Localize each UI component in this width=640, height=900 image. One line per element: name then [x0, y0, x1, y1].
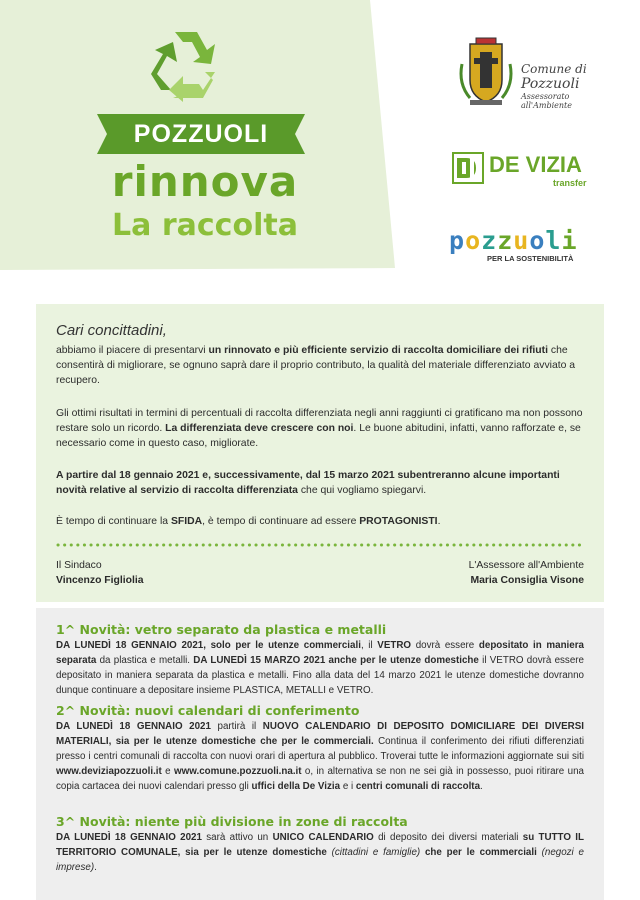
news-2-body: DA LUNEDÌ 18 GENNAIO 2021 partirà il NUOVO CALENDARIO DI DEPOSITO DOMICILIARE DEI DIVERSI MATERIALI, sia per le utenze domestiche che per le commerciali. Continua il conferimento dei rifiuti differenziati presso i centri comunali di raccolta con nuovi orari di apertura al pubblico. Troverai tutte le informazioni aggiornate sui siti www.deviziapozzuoli.it e www.comune.pozzuoli.na.it o, in alternativa se non ne sei già in possesso, puoi ritirare una copia cartacea dei nuovi calendari presso gli uffici della De Vizia e i centri comunali di raccolta.	[56, 721, 585, 792]
mayor-name: Vincenzo Figliolia	[56, 575, 144, 586]
comune-crest-icon	[456, 34, 516, 108]
pozzuoli-sostenibilita-sub: PER LA SOSTENIBILITÀ	[487, 254, 574, 263]
title-rinnova: rinnova	[111, 157, 299, 206]
title-banner-text: POZZUOLI	[133, 120, 269, 148]
comune-logo-text	[521, 62, 631, 110]
devizia-logo-icon	[452, 152, 484, 184]
news-2-title: 2^ Novità: nuovi calendari di conferimento	[56, 703, 360, 718]
dotted-divider	[56, 542, 584, 548]
signature-assessor	[400, 558, 584, 588]
recycle-icon	[145, 24, 231, 106]
comune-line4: all'Ambiente	[521, 101, 572, 110]
letter-paragraph-2: Gli ottimi risultati in termini di percentuali di raccolta differenziata negli anni raggiunti ci gratificano ma non possono restare solo un ricordo. La differenziata deve crescere con noi. Le buone abitudini, infatti, vanno rafforzate e, se necessario come in questo caso, migliorate.	[56, 408, 583, 449]
comune-line3: Assessorato	[521, 92, 570, 101]
signature-mayor	[56, 558, 144, 588]
comune-line2: Pozzuoli	[521, 76, 580, 92]
assessor-name: Maria Consiglia Visone	[470, 575, 584, 586]
title-raccolta: La raccolta	[112, 208, 298, 243]
letter-paragraph-3: A partire dal 18 gennaio 2021 e, successivamente, dal 15 marzo 2021 subentreranno alcune importanti novità relative al servizio di raccolta differenziata che qui vogliamo spiegarvi.	[56, 470, 560, 496]
news-3-title: 3^ Novità: niente più divisione in zone di raccolta	[56, 814, 408, 829]
letter-paragraph-1: abbiamo il piacere di presentarvi un rinnovato e più efficiente servizio di raccolta domiciliare dei rifiuti che consentirà di migliorare, se ognuno saprà dare il proprio contributo, la qualità del materiale differenziato avviato a recupero.	[56, 345, 576, 386]
news-3-body: DA LUNEDÌ 18 GENNAIO 2021 sarà attivo un UNICO CALENDARIO di deposito dei diversi materiali su TUTTO IL TERRITORIO COMUNALE, sia per le utenze domestiche (cittadini e famiglie) che per le commerciali (negozi e imprese).	[56, 832, 584, 873]
devizia-name: DE VIZIA	[489, 152, 582, 177]
assessor-role: L'Assessore all'Ambiente	[468, 560, 584, 571]
devizia-sub: transfer	[553, 178, 587, 188]
news-1-body: DA LUNEDÌ 18 GENNAIO 2021, solo per le utenze commerciali, il VETRO dovrà essere depositato in maniera separata da plastica e metalli. DA LUNEDÌ 15 MARZO 2021 anche per le utenze domestiche il VETRO dovrà essere depositato in maniera separata da plastica e metalli. Fino alla data del 14 marzo 2021 le utenze domestiche dovranno dunque continuare a depositare insieme PLASTICA, METALLI e VETRO.	[56, 640, 584, 696]
comune-line1: Comune di	[521, 62, 587, 76]
mayor-role: Il Sindaco	[56, 560, 102, 571]
salutation: Cari concittadini,	[56, 322, 167, 339]
news-1-title: 1^ Novità: vetro separato da plastica e metalli	[56, 622, 387, 637]
letter-paragraph-4: È tempo di continuare la SFIDA, è tempo di continuare ad essere PROTAGONISTI.	[56, 516, 441, 527]
pozzuoli-sostenibilita-word: pozzuoli	[449, 226, 578, 255]
